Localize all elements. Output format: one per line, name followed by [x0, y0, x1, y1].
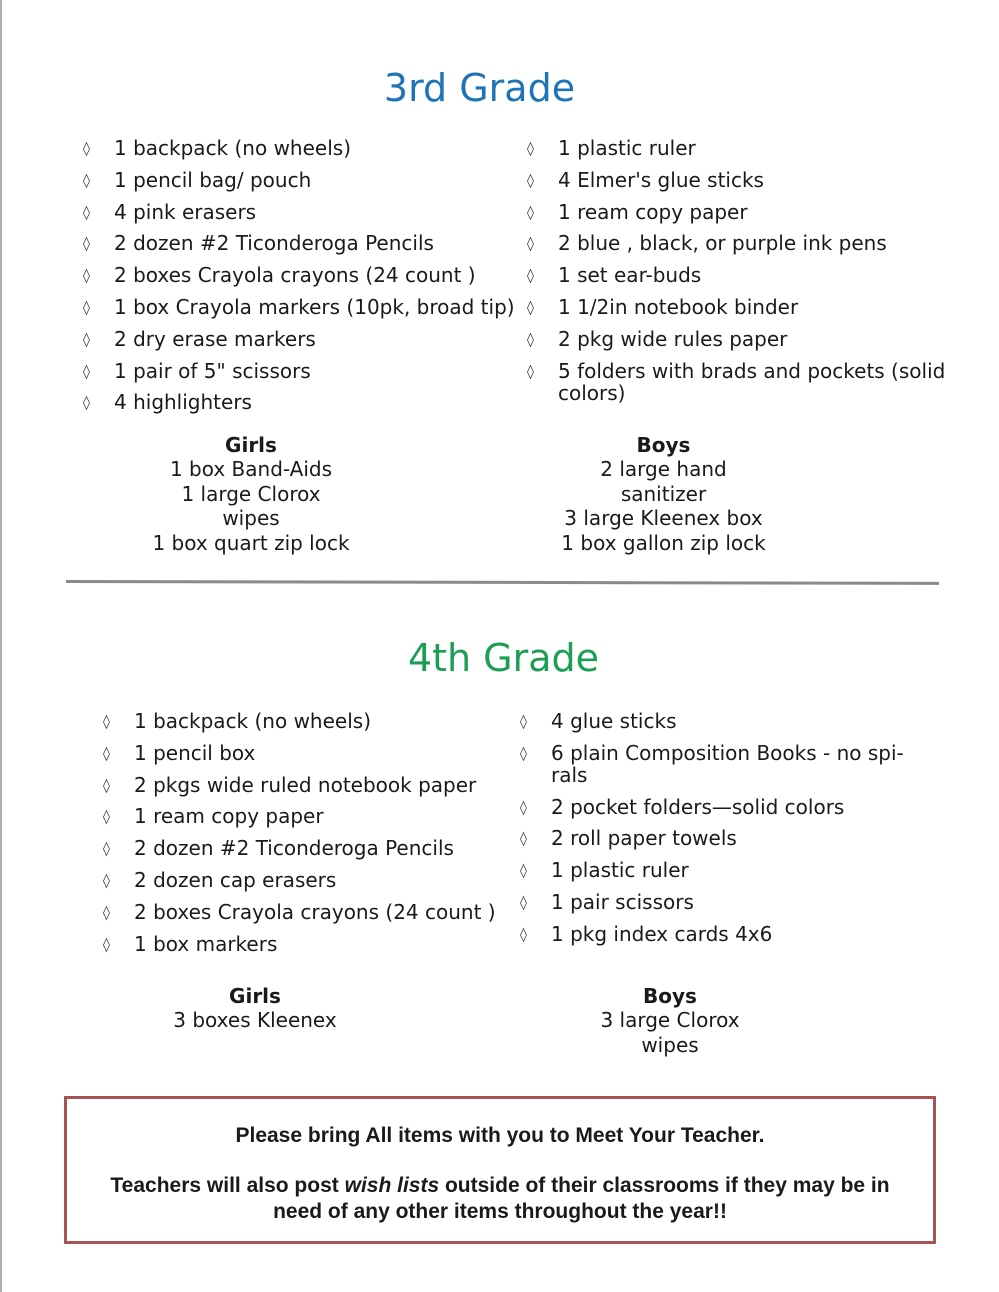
diamond-bullet-icon: ◊ — [527, 331, 534, 348]
grade3-title: 3rd Grade — [383, 66, 576, 110]
grade3-supply-item — [83, 328, 523, 350]
notice-box — [64, 1096, 936, 1244]
grade4-girls-item: 3 boxes Kleenex — [173, 1008, 337, 1032]
grade3-supply-item-text: 4 highlighters — [114, 390, 252, 415]
grade3-boys-heading: Boys — [636, 433, 691, 457]
grade3-supply-item — [527, 201, 967, 223]
grade3-left-list — [83, 137, 523, 423]
diamond-bullet-icon: ◊ — [527, 299, 534, 316]
notice-line-2-end: outside of their classrooms if they may be in need of any other items throughout the year!! — [273, 1174, 890, 1223]
grade4-supply-item — [520, 923, 920, 945]
grade3-supply-item-text: 1 backpack (no wheels) — [114, 136, 351, 160]
diamond-bullet-icon: ◊ — [83, 299, 90, 316]
grade4-supply-item — [520, 859, 920, 881]
diamond-bullet-icon: ◊ — [83, 204, 90, 221]
diamond-bullet-icon: ◊ — [520, 799, 527, 816]
grade3-right-list — [527, 137, 967, 413]
grade3-supply-item-text: 1 plastic ruler — [558, 136, 696, 160]
grade4-supply-item-text: 1 ream copy paper — [134, 804, 324, 829]
grade3-supply-item — [527, 169, 967, 191]
grade4-supply-item-text: 1 pkg index cards 4x6 — [551, 921, 773, 946]
grade4-supply-item-text: 2 pocket folders—solid colors — [551, 794, 845, 819]
notice-line-2-start: Teachers will also post — [110, 1174, 345, 1197]
diamond-bullet-icon: ◊ — [520, 745, 527, 762]
grade3-girls-item: 1 box quart zip lock — [152, 530, 350, 555]
diamond-bullet-icon: ◊ — [83, 331, 90, 348]
grade4-boys-heading: Boys — [643, 984, 697, 1008]
grade3-supply-item-text: 4 pink erasers — [114, 199, 257, 224]
diamond-bullet-icon: ◊ — [103, 809, 110, 826]
grade3-supply-item — [83, 264, 523, 286]
grade3-supply-item — [83, 169, 523, 191]
grade4-supply-item — [520, 891, 920, 913]
grade3-boys-item: 1 box gallon zip lock — [561, 530, 766, 555]
grade3-supply-item — [527, 328, 967, 350]
section-divider — [66, 580, 939, 585]
diamond-bullet-icon: ◊ — [527, 141, 534, 157]
grade3-supply-item — [527, 360, 967, 404]
grade4-boys-item: 3 large Clorox wipes — [600, 1008, 740, 1057]
grade4-supply-item — [520, 742, 920, 786]
grade3-boys-item: 2 large hand sanitizer — [600, 457, 727, 506]
diamond-bullet-icon: ◊ — [83, 141, 90, 157]
grade4-supply-item-text: 2 dozen cap erasers — [134, 867, 337, 892]
grade3-supply-item-text: 2 pkg wide rules paper — [558, 326, 788, 351]
grade4-boys-group — [570, 984, 770, 1057]
grade3-supply-item — [83, 296, 523, 318]
grade3-supply-item-text: 1 set ear-buds — [558, 263, 702, 288]
diamond-bullet-icon: ◊ — [103, 777, 110, 794]
diamond-bullet-icon: ◊ — [103, 936, 110, 953]
grade3-girls-item: 1 box Band-Aids — [169, 457, 333, 481]
grade4-supply-item — [103, 933, 513, 955]
grade4-supply-item-text: 2 boxes Crayola crayons (24 count ) — [134, 899, 496, 924]
grade3-supply-item — [83, 201, 523, 223]
diamond-bullet-icon: ◊ — [520, 714, 527, 730]
diamond-bullet-icon: ◊ — [83, 395, 90, 412]
grade4-supply-item-text: 2 dozen #2 Ticonderoga Pencils — [134, 836, 454, 861]
grade4-supply-item-text: 1 pair scissors — [551, 889, 694, 914]
notice-line-2 — [67, 1173, 933, 1225]
diamond-bullet-icon: ◊ — [83, 268, 90, 285]
grade4-supply-item — [103, 869, 513, 891]
diamond-bullet-icon: ◊ — [520, 831, 527, 848]
diamond-bullet-icon: ◊ — [527, 204, 534, 221]
diamond-bullet-icon: ◊ — [527, 363, 534, 380]
grade3-supply-item-text: 1 pencil bag/ pouch — [114, 167, 312, 192]
grade3-supply-item — [83, 360, 523, 382]
grade3-supply-item-text: 2 dozen #2 Ticonderoga Pencils — [114, 231, 434, 256]
grade3-boys-group — [560, 433, 767, 555]
grade4-supply-item — [520, 796, 920, 818]
grade4-supply-item-text: 1 backpack (no wheels) — [134, 709, 371, 733]
grade4-girls-heading: Girls — [229, 984, 281, 1008]
diamond-bullet-icon: ◊ — [103, 841, 110, 858]
grade3-supply-item-text: 2 blue , black, or purple ink pens — [558, 231, 887, 256]
grade4-right-list — [520, 710, 920, 955]
grade4-supply-item — [103, 742, 513, 764]
grade3-supply-item-text: 4 Elmer's glue sticks — [558, 167, 764, 192]
diamond-bullet-icon: ◊ — [103, 872, 110, 889]
grade3-supply-item-text: 2 boxes Crayola crayons (24 count ) — [114, 263, 476, 288]
diamond-bullet-icon: ◊ — [83, 236, 90, 253]
grade3-supply-item-text: 1 1/2in notebook binder — [558, 294, 799, 319]
grade3-supply-item-text: 5 folders with brads and pockets (solid colors) — [558, 358, 946, 405]
grade3-supply-item-text: 1 pair of 5" scissors — [114, 358, 311, 383]
grade4-left-list — [103, 710, 513, 964]
grade3-supply-item-text: 1 box Crayola markers (10pk, broad tip) — [114, 294, 515, 319]
grade3-supply-item — [83, 137, 523, 159]
grade3-supply-item — [527, 137, 967, 159]
grade3-supply-item — [83, 391, 523, 413]
diamond-bullet-icon: ◊ — [520, 863, 527, 880]
diamond-bullet-icon: ◊ — [527, 236, 534, 253]
grade3-boys-item: 3 large Kleenex box — [564, 506, 763, 530]
grade3-girls-item: 1 large Clorox wipes — [181, 481, 321, 530]
grade4-supply-item-text: 2 roll paper towels — [551, 826, 737, 851]
grade4-supply-item-text: 2 pkgs wide ruled notebook paper — [134, 772, 477, 797]
grade4-title: 4th Grade — [407, 636, 600, 680]
grade3-supply-item — [527, 232, 967, 254]
grade4-supply-item-text: 6 plain Composition Books - no spi-rals — [551, 740, 904, 787]
diamond-bullet-icon: ◊ — [103, 904, 110, 921]
grade4-supply-item — [520, 827, 920, 849]
diamond-bullet-icon: ◊ — [520, 894, 527, 911]
diamond-bullet-icon: ◊ — [103, 714, 110, 730]
grade3-supply-item — [527, 264, 967, 286]
grade4-supply-item-text: 1 box markers — [134, 931, 278, 956]
grade3-girls-heading: Girls — [225, 433, 277, 457]
grade4-supply-item — [103, 805, 513, 827]
diamond-bullet-icon: ◊ — [83, 172, 90, 189]
grade4-supply-item — [103, 710, 513, 732]
diamond-bullet-icon: ◊ — [83, 363, 90, 380]
diamond-bullet-icon: ◊ — [527, 268, 534, 285]
page-left-rule — [0, 0, 2, 1292]
grade4-supply-item — [103, 901, 513, 923]
grade3-girls-group — [150, 433, 352, 555]
grade4-supply-item-text: 1 plastic ruler — [551, 858, 689, 883]
grade4-supply-item — [520, 710, 920, 732]
diamond-bullet-icon: ◊ — [520, 926, 527, 943]
notice-line-1: Please bring All items with you to Meet Your Teacher. — [235, 1124, 765, 1147]
grade4-supply-item-text: 4 glue sticks — [551, 709, 677, 733]
grade3-supply-item-text: 1 ream copy paper — [558, 199, 748, 224]
wish-lists-emphasis: wish lists — [344, 1174, 440, 1197]
grade3-supply-item — [83, 232, 523, 254]
grade4-girls-group — [160, 984, 350, 1033]
grade4-supply-item — [103, 837, 513, 859]
diamond-bullet-icon: ◊ — [103, 745, 110, 762]
grade3-supply-item — [527, 296, 967, 318]
grade4-supply-item-text: 1 pencil box — [134, 740, 256, 765]
diamond-bullet-icon: ◊ — [527, 172, 534, 189]
grade4-supply-item — [103, 774, 513, 796]
grade3-supply-item-text: 2 dry erase markers — [114, 326, 316, 351]
